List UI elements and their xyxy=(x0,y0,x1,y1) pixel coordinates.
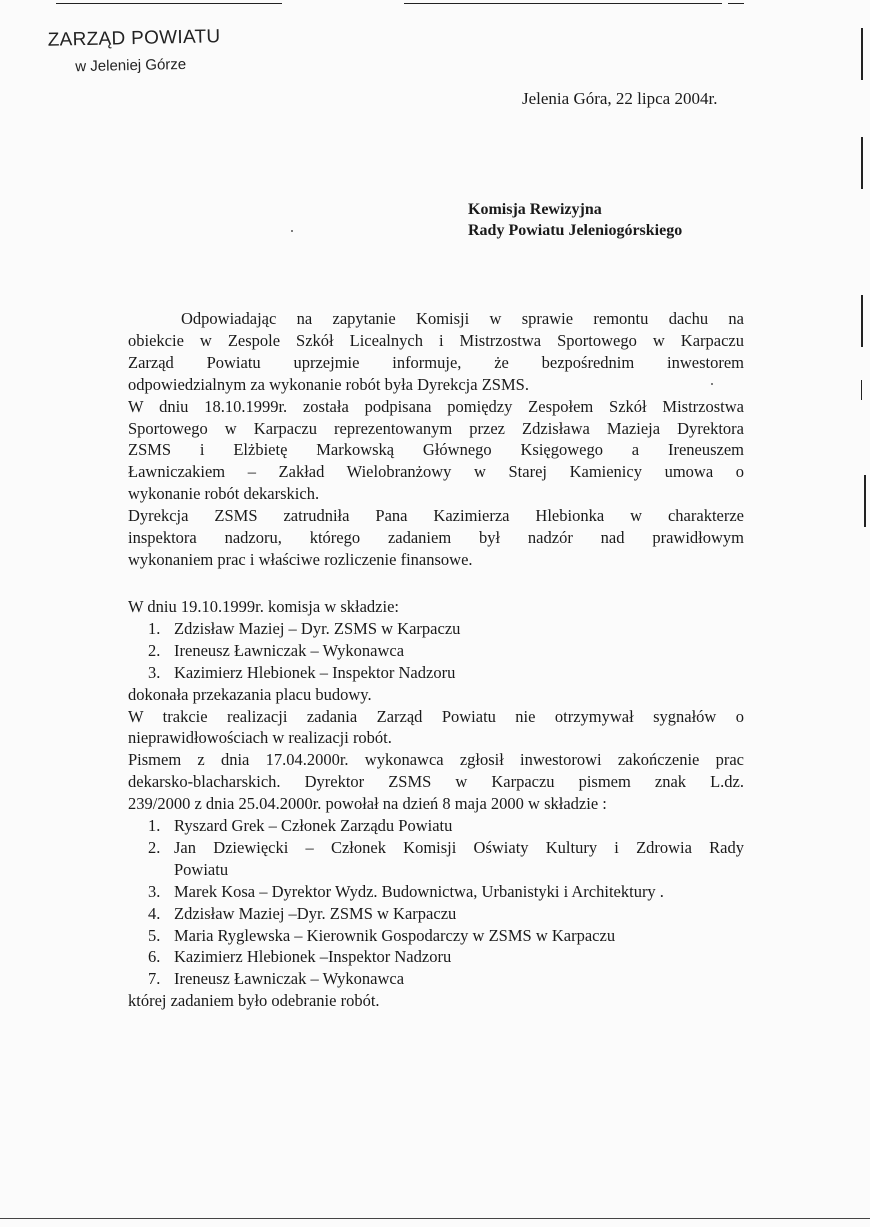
closing-line: której zadaniem było odebranie robót. xyxy=(128,991,380,1011)
list-item: 2. Ireneusz Ławniczak – Wykonawca xyxy=(148,640,405,660)
list-item: 3. Marek Kosa – Dyrektor Wydz. Budownictwa, Urbanistyki i Architektury . xyxy=(148,881,664,901)
stamp-line-2: w Jeleniej Górze xyxy=(75,55,187,76)
text-line: dekarsko-blacharskich. Dyrektor ZSMS w Karpaczu pismem znak L.dz. xyxy=(128,772,744,792)
scan-edge-line xyxy=(56,3,282,4)
scan-edge-line xyxy=(861,28,863,80)
scan-edge-line xyxy=(861,137,863,189)
list-item: 5. Maria Ryglewska – Kierownik Gospodarczy w ZSMS w Karpaczu xyxy=(148,925,616,945)
text-line: Odpowiadając na zapytanie Komisji w sprawie remontu dachu na xyxy=(181,309,744,328)
list-item: 7. Ireneusz Ławniczak – Wykonawca xyxy=(148,969,405,989)
text-line: odpowiedzialnym za wykonanie robót była Dyrekcja ZSMS. xyxy=(128,374,529,394)
scan-edge-line xyxy=(861,380,862,400)
list-item: 1. Zdzisław Maziej – Dyr. ZSMS w Karpaczu xyxy=(148,618,461,638)
scan-edge-line xyxy=(404,3,722,4)
stamp-line-1: ZARZĄD POWIATU xyxy=(47,26,221,51)
list-item: 3. Kazimierz Hlebionek – Inspektor Nadzoru xyxy=(148,662,456,682)
list-item: 6. Kazimierz Hlebionek –Inspektor Nadzoru xyxy=(148,947,452,967)
paragraph-1 xyxy=(128,308,744,571)
scan-edge-line xyxy=(0,1218,870,1219)
text-line: Zarząd Powiatu uprzejmie informuje, że bezpośrednim inwestorem xyxy=(128,352,744,372)
text-line: Dyrekcja ZSMS zatrudniła Pana Kazimierza Hlebionka w charakterze xyxy=(128,506,744,526)
text-line: ZSMS i Elżbietę Markowską Głównego Księgowego a Ireneuszem xyxy=(128,440,744,460)
text-line: obiekcie w Zespole Szkół Licealnych i Mistrzostwa Sportowego w Karpaczu xyxy=(128,330,744,350)
sender-stamp xyxy=(48,26,222,76)
text-line: dokonała przekazania placu budowy. xyxy=(128,684,372,704)
scan-edge-line xyxy=(864,475,866,527)
text-line: inspektora nadzoru, którego zadaniem był nadzór nad prawidłowym xyxy=(128,528,744,548)
addressee-line-2: Rady Powiatu Jeleniogórskiego xyxy=(468,222,683,239)
text-line: wykonanie robót dekarskich. xyxy=(128,484,320,504)
handover-committee-list xyxy=(128,618,744,684)
scan-speck xyxy=(291,230,293,232)
text-line: Sportowego w Karpaczu reprezentowanym przez Zdzisława Mazieja Dyrektora xyxy=(128,418,744,438)
list-item: 4. Zdzisław Maziej –Dyr. ZSMS w Karpaczu xyxy=(148,903,457,923)
text-line: W dniu 18.10.1999r. została podpisana pomiędzy Zespołem Szkół Mistrzostwa xyxy=(128,396,744,416)
text-line: W trakcie realizacji zadania Zarząd Powiatu nie otrzymywał sygnałów o xyxy=(128,706,744,726)
text-line: Pismem z dnia 17.04.2000r. wykonawca zgłosił inwestorowi zakończenie prac xyxy=(128,750,744,770)
text-line: 239/2000 z dnia 25.04.2000r. powołał na dzień 8 maja 2000 w składzie : xyxy=(128,794,607,814)
letter-date: Jelenia Góra, 22 lipca 2004r. xyxy=(522,89,718,108)
section-intro: W dniu 19.10.1999r. komisja w składzie: xyxy=(128,597,400,616)
text-line: nieprawidłowościach w realizacji robót. xyxy=(128,728,392,748)
text-line: Ławniczakiem – Zakład Wielobranżowy w Starej Kamienicy umowa o xyxy=(128,462,744,482)
section-2 xyxy=(128,596,744,815)
addressee xyxy=(468,199,682,241)
text-line: wykonaniem prac i właściwe rozliczenie finansowe. xyxy=(128,549,473,569)
addressee-line-1: Komisja Rewizyjna xyxy=(468,201,602,218)
scan-edge-line xyxy=(728,3,744,4)
acceptance-committee-list xyxy=(128,815,744,990)
scan-edge-line xyxy=(861,295,863,347)
section-3 xyxy=(128,815,744,1012)
list-item: 2. Jan Dziewięcki – Członek Komisji Oświaty Kultury i Zdrowia Rady Powiatu xyxy=(148,837,744,879)
list-item: 1. Ryszard Grek – Członek Zarządu Powiatu xyxy=(148,816,453,835)
